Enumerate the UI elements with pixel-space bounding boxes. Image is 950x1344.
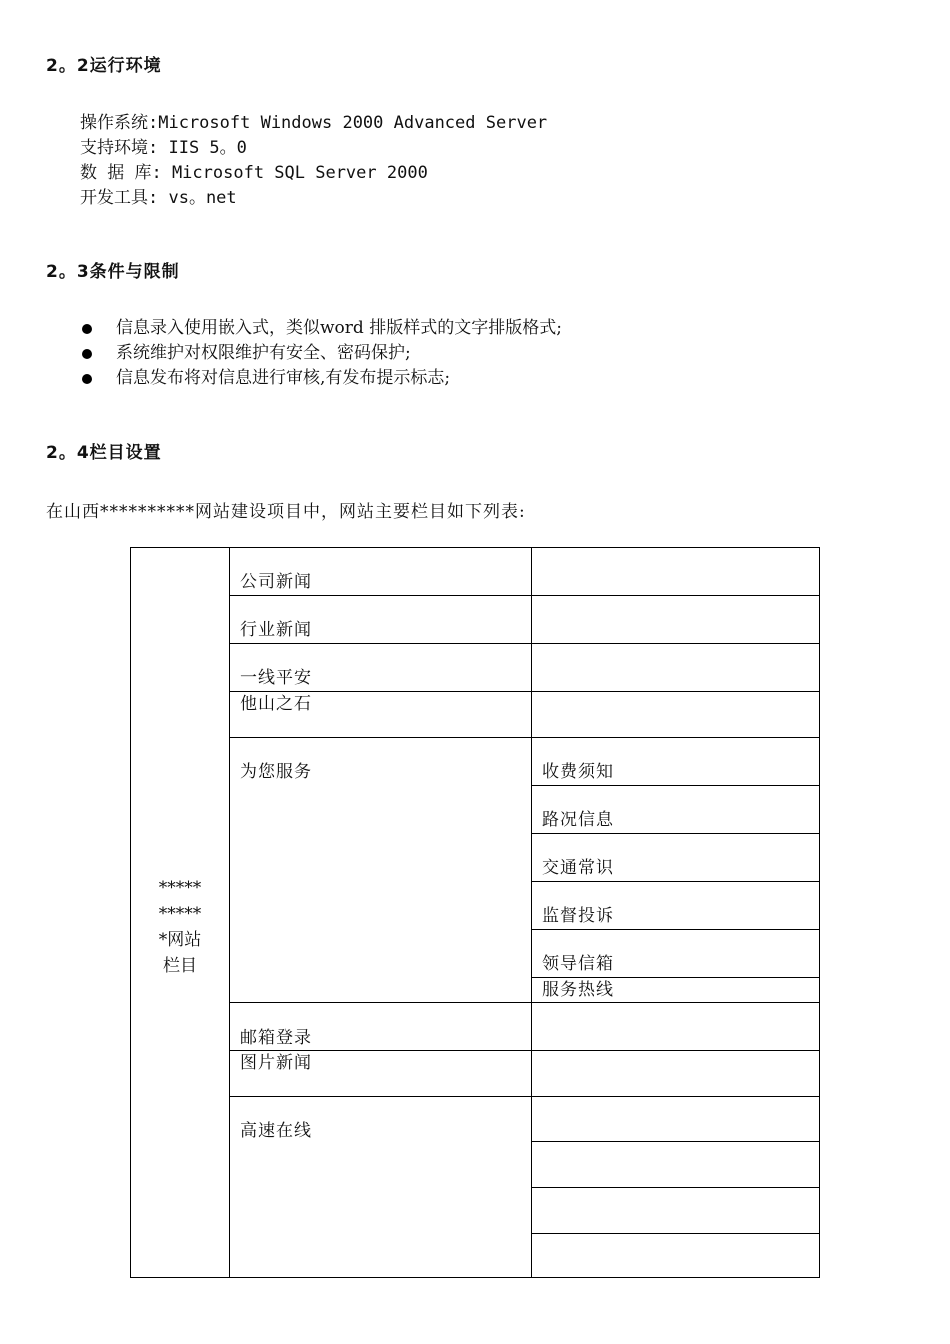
env-line-support: 支持环境: IIS 5。0	[80, 138, 247, 158]
bullet-icon	[82, 349, 92, 359]
root-label-line: *网站	[158, 930, 202, 950]
row-divider	[229, 691, 820, 692]
limits-list	[80, 316, 562, 391]
row-divider	[229, 595, 820, 596]
section-title-limits: 2。3条件与限制	[46, 262, 180, 282]
row-divider	[229, 1050, 820, 1051]
table-border	[130, 1277, 820, 1278]
table-cell-safety: 一线平安	[240, 668, 312, 688]
row-divider	[531, 1187, 820, 1188]
table-border	[130, 547, 820, 548]
column-divider	[531, 547, 532, 1278]
root-label-line: *****	[158, 878, 202, 898]
table-cell-leader-mailbox: 领导信箱	[542, 954, 614, 974]
row-divider	[531, 1141, 820, 1142]
table-cell-service-hotline: 服务热线	[542, 980, 614, 1000]
table-cell-photo-news: 图片新闻	[240, 1053, 312, 1073]
table-cell-other-stones: 他山之石	[240, 694, 312, 714]
env-line-devtool: 开发工具: vs。net	[80, 188, 237, 208]
section-title-columns: 2。4栏目设置	[46, 443, 162, 463]
section-title-env: 2。2运行环境	[46, 56, 162, 76]
row-divider	[229, 1096, 820, 1097]
table-cell-road-info: 路况信息	[542, 810, 614, 830]
list-item	[80, 366, 562, 391]
table-cell-traffic-knowledge: 交通常识	[542, 858, 614, 878]
limit-text: 系统维护对权限维护有安全、密码保护;	[116, 343, 411, 363]
table-cell-mail-login: 邮箱登录	[240, 1028, 312, 1048]
table-cell-complaints: 监督投诉	[542, 906, 614, 926]
env-line-database: 数 据 库: Microsoft SQL Server 2000	[80, 163, 428, 183]
limit-text: 信息录入使用嵌入式，类似word 排版样式的文字排版格式;	[116, 318, 562, 338]
row-divider	[531, 881, 820, 882]
bullet-icon	[82, 324, 92, 334]
table-border	[819, 547, 820, 1278]
list-item	[80, 316, 562, 341]
table-cell-online: 高速在线	[240, 1121, 312, 1141]
row-divider	[229, 1002, 820, 1003]
bullet-icon	[82, 374, 92, 384]
row-divider	[531, 929, 820, 930]
row-divider	[229, 737, 820, 738]
columns-intro: 在山西**********网站建设项目中，网站主要栏目如下列表:	[46, 502, 526, 522]
columns-table	[130, 547, 820, 1278]
row-divider	[229, 643, 820, 644]
row-divider	[531, 785, 820, 786]
table-cell-company-news: 公司新闻	[240, 572, 312, 592]
table-cell-fee-notice: 收费须知	[542, 762, 614, 782]
table-cell-service: 为您服务	[240, 762, 312, 782]
env-line-os: 操作系统:Microsoft Windows 2000 Advanced Server	[80, 113, 548, 133]
row-divider	[531, 1233, 820, 1234]
root-label-line: 栏目	[163, 956, 197, 976]
table-cell-industry-news: 行业新闻	[240, 620, 312, 640]
row-divider	[531, 833, 820, 834]
limit-text: 信息发布将对信息进行审核,有发布提示标志;	[116, 368, 451, 388]
env-list	[80, 111, 547, 211]
root-label-line: *****	[158, 904, 202, 924]
root-cell	[130, 875, 230, 979]
list-item	[80, 341, 562, 366]
